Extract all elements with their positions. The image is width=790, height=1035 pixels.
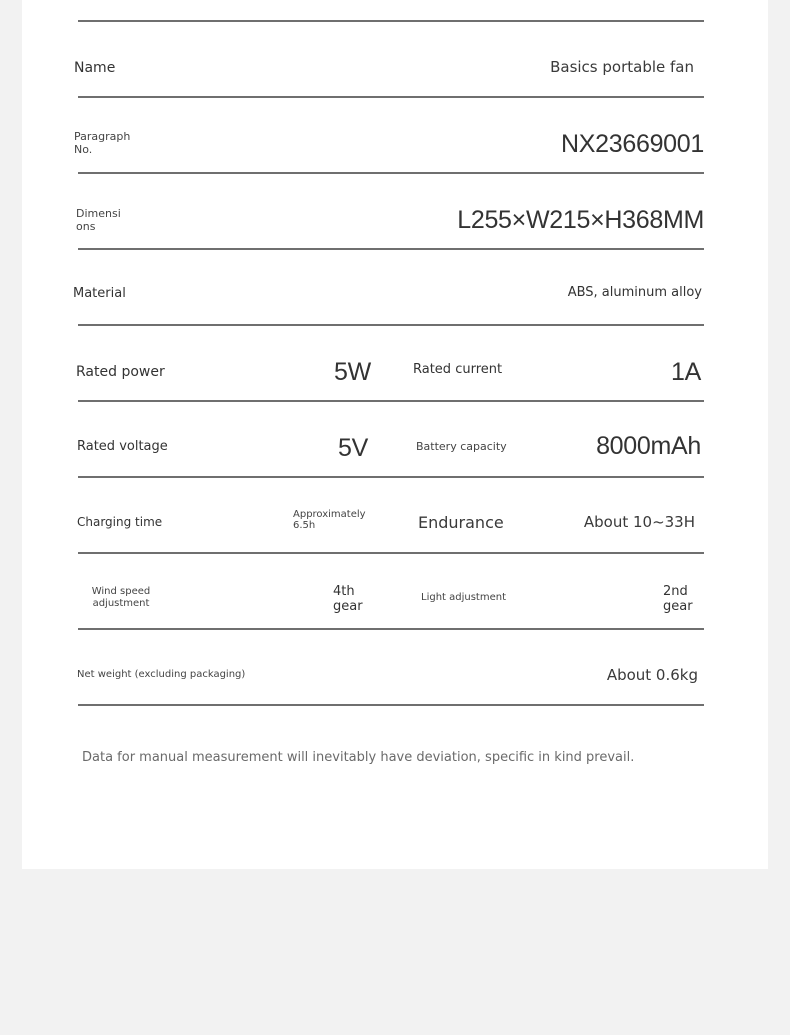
footnote: Data for manual measurement will inevitably have deviation, specific in kind prevail. (82, 750, 635, 765)
name-label: Name (74, 60, 116, 76)
endurance-value: About 10~33H (583, 513, 695, 531)
rated-current-label: Rated current (413, 362, 503, 377)
divider (78, 324, 704, 326)
rated-voltage-value: 5V (338, 434, 368, 462)
rated-power-value: 5W (334, 358, 371, 386)
divider (78, 628, 704, 630)
divider (78, 476, 704, 478)
dimensions-value: L255×W215×H368MM (457, 206, 704, 234)
battery-capacity-label: Battery capacity (416, 440, 507, 453)
charging-time-label: Charging time (77, 515, 163, 529)
name-value: Basics portable fan (550, 58, 694, 76)
material-label: Material (73, 286, 126, 301)
wind-speed-label: Wind speed adjustment (91, 586, 151, 609)
wind-speed-value: 4th gear (333, 584, 363, 614)
net-weight-value: About 0.6kg (606, 666, 698, 684)
divider (78, 400, 704, 402)
paragraph-no-label: Paragraph No. (74, 130, 131, 156)
divider (78, 96, 704, 98)
divider (78, 552, 704, 554)
divider (78, 704, 704, 706)
material-value: ABS, aluminum alloy (567, 285, 702, 300)
charging-time-value: Approximately 6.5h (293, 509, 366, 531)
divider (78, 172, 704, 174)
battery-capacity-value: 8000mAh (596, 432, 701, 460)
light-adjustment-value: 2nd gear (663, 584, 693, 614)
divider (78, 248, 704, 250)
rated-current-value: 1A (671, 358, 701, 386)
light-adjustment-label: Light adjustment (421, 592, 507, 603)
net-weight-label: Net weight (excluding packaging) (77, 669, 246, 680)
rated-voltage-label: Rated voltage (77, 439, 168, 454)
divider (78, 20, 704, 22)
endurance-label: Endurance (418, 513, 504, 532)
dimensions-label: Dimensions (76, 207, 121, 233)
paragraph-no-value: NX23669001 (561, 130, 704, 158)
rated-power-label: Rated power (76, 364, 165, 380)
